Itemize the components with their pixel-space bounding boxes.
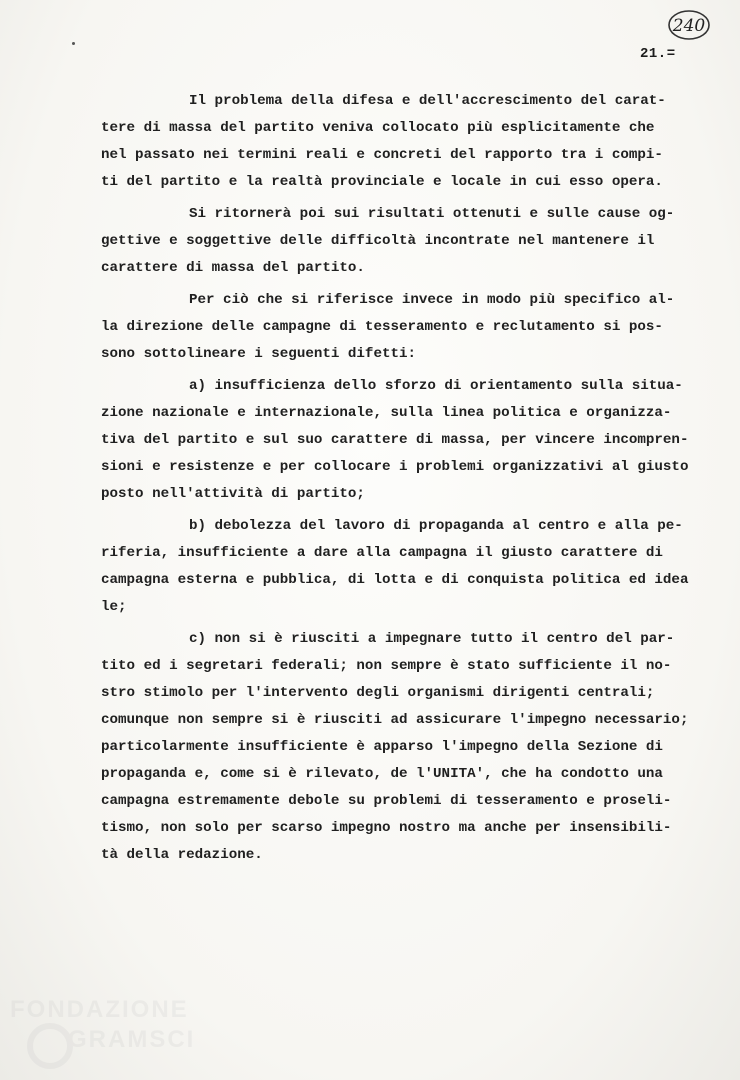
text-line: Per ciò che si riferisce invece in modo più specifico al- (189, 292, 675, 308)
page-number: 21.= (640, 46, 676, 62)
paragraph-list-item-c (101, 626, 701, 869)
text-line: comunque non sempre si è riusciti ad assicurare l'impegno necessario; (101, 712, 689, 728)
paragraph-list-item-b (101, 513, 701, 621)
paragraph-list-item-a (101, 373, 701, 508)
text-line: nel passato nei termini reali e concreti del rapporto tra i compi- (101, 147, 663, 163)
watermark-line-2: GRAMSCI (68, 1026, 196, 1053)
text-line: posto nell'attività di partito; (101, 486, 365, 502)
text-line: riferia, insufficiente a dare alla campagna il giusto carattere di (101, 545, 663, 561)
text-line: propaganda e, come si è rilevato, de l'UNITA', che ha condotto una (101, 766, 663, 782)
paragraph (101, 201, 701, 282)
text-line: le; (101, 599, 127, 615)
text-line: gettive e soggettive delle difficoltà incontrate nel mantenere il (101, 233, 655, 249)
paragraph (101, 287, 701, 368)
text-line: zione nazionale e internazionale, sulla linea politica e organizza- (101, 405, 672, 421)
paper-speck (72, 42, 75, 45)
text-line: tà della redazione. (101, 847, 263, 863)
text-line: b) debolezza del lavoro di propaganda al centro e alla pe- (189, 518, 683, 534)
text-line: tere di massa del partito veniva collocato più esplicitamente che (101, 120, 655, 136)
text-line: Si ritornerà poi sui risultati ottenuti e sulle cause og- (189, 206, 675, 222)
text-line: sono sottolineare i seguenti difetti: (101, 346, 417, 362)
text-line: tismo, non solo per scarso impegno nostro ma anche per insensibili- (101, 820, 672, 836)
text-line: particolarmente insufficiente è apparso l'impegno della Sezione di (101, 739, 663, 755)
paragraph (101, 88, 701, 196)
fondazione-gramsci-watermark (4, 992, 196, 1077)
text-line: campagna estremamente debole su problemi di tesseramento e proseli- (101, 793, 672, 809)
text-line: Il problema della difesa e dell'accrescimento del carat- (189, 93, 666, 109)
document-body (101, 88, 701, 869)
archive-number-stamp (666, 8, 712, 42)
text-line: tiva del partito e sul suo carattere di massa, per vincere incompren- (101, 432, 689, 448)
text-line: tito ed i segretari federali; non sempre è stato sufficiente il no- (101, 658, 672, 674)
watermark-line-1: FONDAZIONE (10, 996, 189, 1023)
text-line: a) insufficienza dello sforzo di orientamento sulla situa- (189, 378, 683, 394)
text-line: ti del partito e la realtà provinciale e locale in cui esso opera. (101, 174, 663, 190)
text-line: c) non si è riusciti a impegnare tutto il centro del par- (189, 631, 675, 647)
watermark-logo-icon (26, 1022, 74, 1070)
text-line: campagna esterna e pubblica, di lotta e di conquista politica ed idea (101, 572, 689, 588)
text-line: carattere di massa del partito. (101, 260, 365, 276)
text-line: sioni e resistenze e per collocare i problemi organizzativi al giusto (101, 459, 689, 475)
archive-number-text: 240 (672, 16, 706, 36)
text-line: stro stimolo per l'intervento degli organismi dirigenti centrali; (101, 685, 655, 701)
text-line: la direzione delle campagne di tesseramento e reclutamento si pos- (101, 319, 663, 335)
